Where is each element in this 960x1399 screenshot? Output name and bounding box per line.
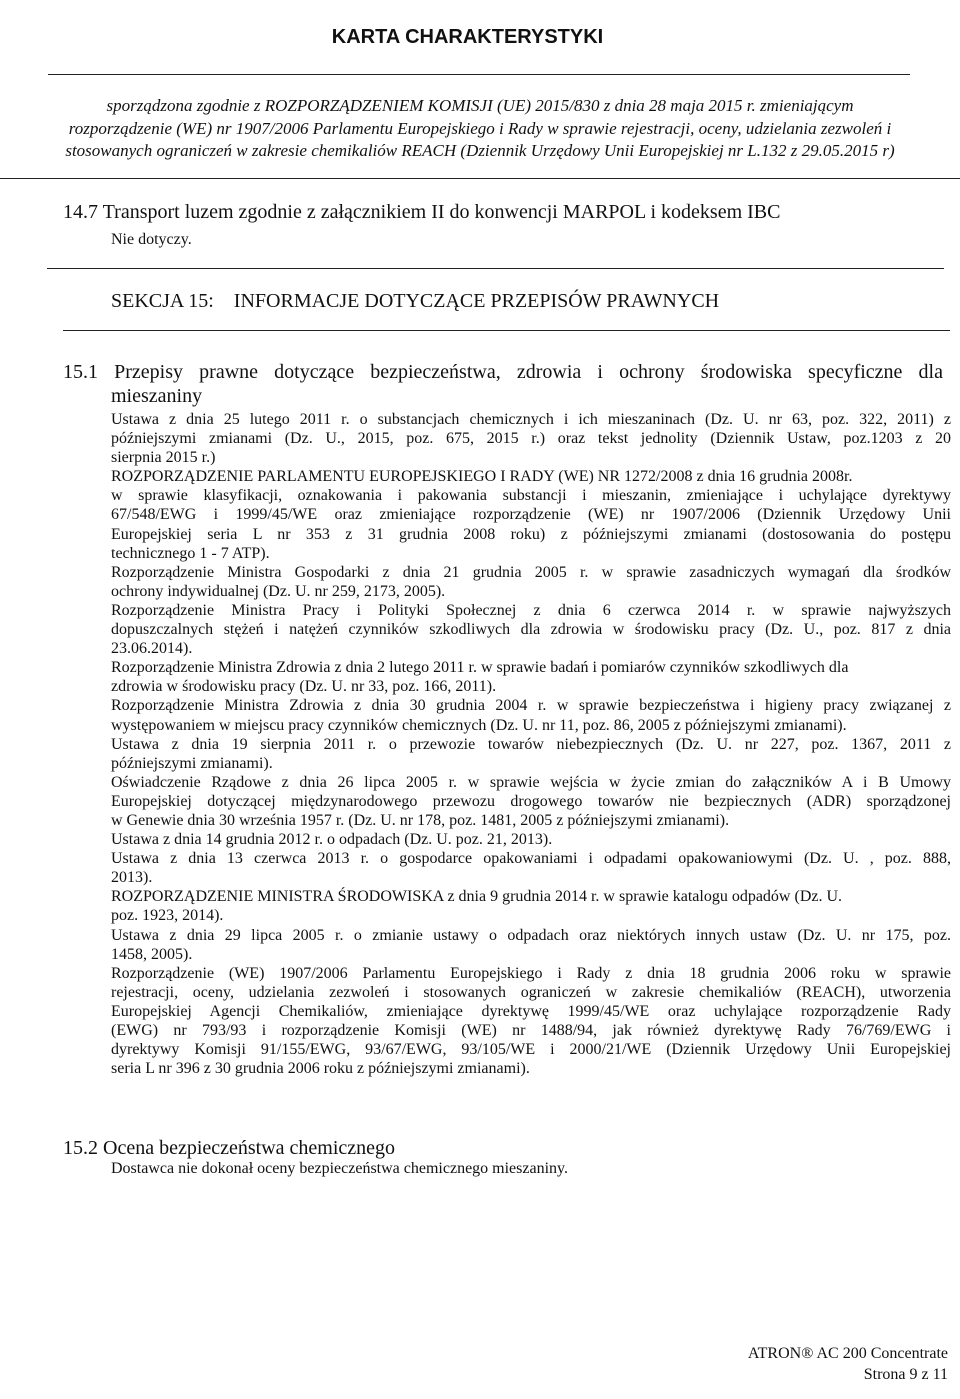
section-15-1-heading: 15.1 Przepisy prawne dotyczące bezpieczeństwa, zdrowia i ochrony środowiska specyficzne dla (63, 361, 943, 383)
regulation-line: 23.06.2014). (111, 640, 193, 658)
section-15-heading: SEKCJA 15: INFORMACJE DOTYCZĄCE PRZEPISÓW PRAWNYCH (111, 290, 720, 312)
subtitle-divider (0, 178, 960, 179)
regulation-line: ROZPORZĄDZENIE PARLAMENTU EUROPEJSKIEGO I RADY (WE) NR 1272/2008 z dnia 16 grudnia 2008r. (111, 468, 853, 486)
regulation-line: Rozporządzenie (WE) 1907/2006 Parlamentu Europejskiego i Rady z dnia 18 grudnia 2006 roku w sprawie (111, 964, 951, 982)
document-title: KARTA CHARAKTERYSTYKI (331, 26, 604, 48)
regulation-line: w sprawie klasyfikacji, oznakowania i pakowania substancji i mieszanin, zmieniające i uchylające dyrektywy (111, 487, 951, 505)
regulation-line: późniejszymi zmianami (Dz. U., 2015, poz. 675, 2015 r.) oraz tekst jednolity (Dziennik Ustaw, poz.1203 z 20 (111, 430, 951, 448)
regulation-line: Oświadczenie Rządowe z dnia 26 lipca 2005 r. w sprawie wejścia w życie zmian do załączników A i B Umowy (111, 773, 951, 791)
section-15-top-divider (47, 268, 944, 269)
regulation-line: Rozporządzenie Ministra Pracy i Polityki Społecznej z dnia 6 czerwca 2014 r. w sprawie najwyższych (111, 601, 951, 619)
section-14-7-heading: 14.7 Transport luzem zgodnie z załącznikiem II do konwencji MARPOL i kodeksem IBC (63, 201, 781, 223)
section-15-bottom-divider (63, 330, 950, 331)
subtitle-line: sporządzona zgodnie z ROZPORZĄDZENIEM KOMISJI (UE) 2015/830 z dnia 28 maja 2015 r. zmieniającym (106, 96, 854, 115)
regulation-line: seria L nr 396 z 30 grudnia 2006 roku z późniejszymi zmianami). (111, 1060, 530, 1078)
regulation-line: dyrektywy Komisji 91/155/EWG, 93/67/EWG, 93/105/WE i 2000/21/WE (Dziennik Urzędowy Unii Europejskiej (111, 1041, 951, 1059)
regulation-line: Ustawa z dnia 13 czerwca 2013 r. o gospodarce opakowaniami i odpadami opakowaniowymi (Dz. U. , poz. 888, (111, 850, 951, 868)
footer-page-number: Strona 9 z 11 (863, 1366, 948, 1383)
regulation-line: dopuszczalnych stężeń i natężeń czynników szkodliwych dla zdrowia w środowisku pracy (Dz. U., poz. 817 z dnia (111, 621, 951, 639)
section-15-1-heading-cont: mieszaniny (111, 385, 203, 407)
regulation-line: Rozporządzenie Ministra Zdrowia z dnia 30 grudnia 2004 r. w sprawie bezpieczeństwa i higieny pracy związanej z (111, 697, 951, 715)
regulation-line: Europejskiej dotyczącej międzynarodowego przewozu drogowego towarów nie bezpiecznych (ADR) sporządzonej (111, 792, 951, 810)
regulation-line: sierpnia 2015 r.) (111, 449, 216, 467)
regulation-line: Ustawa z dnia 14 grudnia 2012 r. o odpadach (Dz. U. poz. 21, 2013). (111, 831, 553, 849)
regulation-line: w Genewie dnia 30 września 1957 r. (Dz. U. nr 178, poz. 1481, 2005 z późniejszymi zmianami). (111, 811, 730, 829)
regulation-line: Rozporządzenie Ministra Gospodarki z dnia 21 grudnia 2005 r. w sprawie zasadniczych wymagań dla środków (111, 563, 951, 581)
section-15-2-heading: 15.2 Ocena bezpieczeństwa chemicznego (63, 1137, 396, 1159)
regulation-subtitle (40, 95, 920, 163)
regulation-line: późniejszymi zmianami). (111, 754, 273, 772)
regulation-line: 2013). (111, 869, 153, 887)
section-15-2-text: Dostawca nie dokonał oceny bezpieczeństwa chemicznego mieszaniny. (111, 1160, 568, 1177)
regulation-line: poz. 1923, 2014). (111, 907, 224, 925)
subtitle-line: rozporządzenie (WE) nr 1907/2006 Parlamentu Europejskiego i Rady w sprawie rejestracji, oceny, udzielania zezwoleń i (68, 118, 892, 138)
regulation-line: Rozporządzenie Ministra Zdrowia z dnia 2 lutego 2011 r. w sprawie badań i pomiarów czynników szkodliwych dla (111, 659, 849, 677)
regulation-line: Europejskiej seria L nr 353 z 31 grudnia 2008 roku) z późniejszymi zmianami (dostosowania do postępu (111, 525, 951, 543)
regulation-line: występowaniem w miejscu pracy czynników chemicznych (Dz. U. nr 11, poz. 86, 2005 z późniejszymi zmianami). (111, 716, 847, 734)
footer-product-name: ATRON® AC 200 Concentrate (747, 1345, 948, 1362)
regulation-line: Ustawa z dnia 25 lutego 2011 r. o substancjach chemicznych i ich mieszaninach (Dz. U. nr 63, poz. 322, 2011) z (111, 411, 951, 428)
regulation-line: Ustawa z dnia 29 lipca 2005 r. o zmianie ustawy o odpadach oraz niektórych innych ustaw (Dz. U. nr 175, poz. (111, 926, 951, 944)
regulations-list (111, 410, 951, 1078)
regulation-line: zdrowia w środowisku pracy (Dz. U. nr 33, poz. 166, 2011). (111, 678, 497, 696)
regulation-line: 67/548/EWG i 1999/45/WE oraz zmieniające rozporządzenie (WE) nr 1907/2006 (Dziennik Urzędowy Unii (111, 506, 951, 524)
section-14-7-text: Nie dotyczy. (111, 231, 192, 248)
regulation-line: (EWG) nr 793/93 i rozporządzenie Komisji (WE) nr 1488/94, jak również dyrektywę Rady 76/769/EWG i (111, 1022, 951, 1039)
subtitle-line: stosowanych ograniczeń w zakresie chemikaliów REACH (Dziennik Urzędowy Unii Europejskiej nr L.132 z 29.05.2015 r) (65, 141, 895, 160)
regulation-line: technicznego 1 - 7 ATP). (111, 544, 270, 562)
regulation-line: ochrony indywidualnej (Dz. U. nr 259, 2173, 2005). (111, 582, 446, 600)
regulation-line: rejestracji, oceny, udzielania zezwoleń i stosowanych ograniczeń w zakresie chemikaliów (REACH), utworzenia (111, 983, 951, 1001)
header-divider (48, 74, 910, 75)
regulation-line: Europejskiej Agencji Chemikaliów, zmieniające dyrektywę 1999/45/WE oraz uchylające rozporządzenie Rady (111, 1002, 951, 1020)
regulation-line: 1458, 2005). (111, 945, 193, 963)
regulation-line: Ustawa z dnia 19 sierpnia 2011 r. o przewozie towarów niebezpiecznych (Dz. U. nr 227, poz. 1367, 2011 z (111, 735, 951, 753)
regulation-line: ROZPORZĄDZENIE MINISTRA ŚRODOWISKA z dnia 9 grudnia 2014 r. w sprawie katalogu odpadów (Dz. U. (111, 888, 843, 906)
